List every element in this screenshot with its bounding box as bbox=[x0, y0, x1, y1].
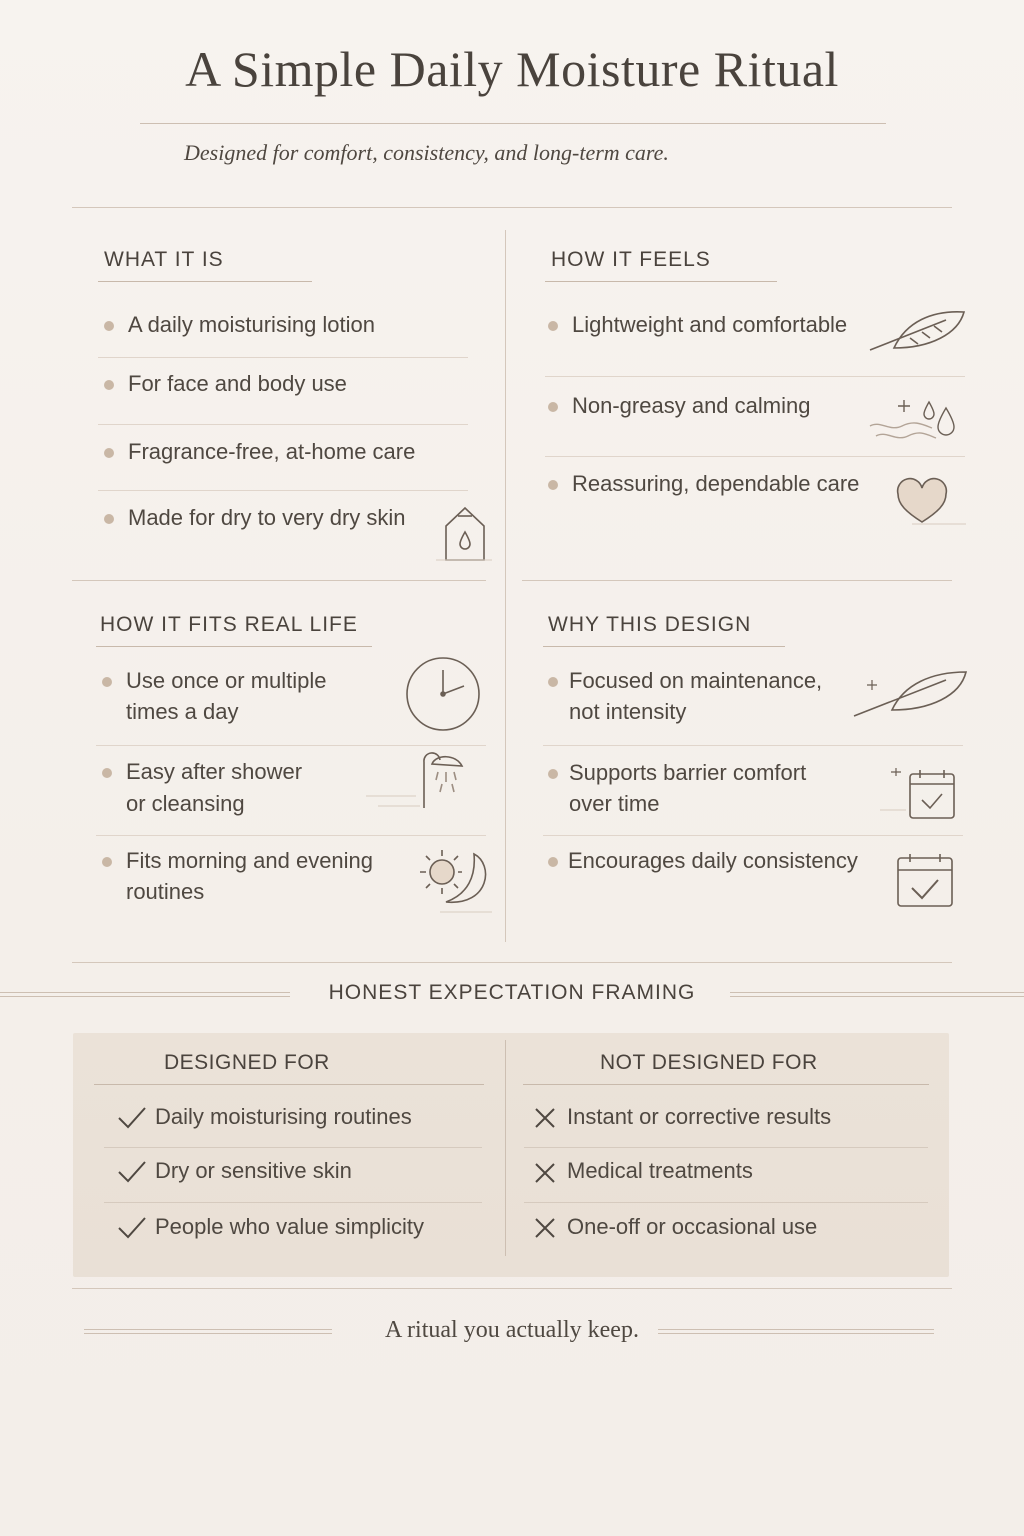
why-item-1-line-2: not intensity bbox=[569, 699, 687, 724]
row-divider bbox=[543, 835, 963, 836]
checkmark-icon bbox=[117, 1216, 147, 1245]
page-title: A Simple Daily Moisture Ritual bbox=[185, 41, 839, 97]
footer-rule-right bbox=[658, 1329, 934, 1334]
cross-icon bbox=[534, 1107, 556, 1134]
row-divider bbox=[524, 1202, 928, 1203]
designed-for-heading-underline bbox=[94, 1084, 484, 1085]
how-it-feels-heading: HOW IT FEELS bbox=[551, 248, 711, 271]
section-divider bbox=[522, 580, 952, 581]
panel-divider bbox=[505, 1040, 506, 1256]
designed-for-item-3: People who value simplicity bbox=[155, 1214, 425, 1239]
feather-icon bbox=[866, 304, 968, 354]
bullet bbox=[548, 321, 558, 331]
how-it-feels-item-1: Lightweight and comfortable bbox=[572, 312, 848, 337]
bullet bbox=[104, 321, 114, 331]
bullet bbox=[104, 514, 114, 524]
bullet bbox=[548, 857, 558, 867]
bullet bbox=[548, 769, 558, 779]
row-divider bbox=[98, 357, 468, 358]
feather-icon bbox=[852, 664, 970, 720]
row-divider bbox=[96, 835, 486, 836]
bullet bbox=[548, 480, 558, 490]
not-designed-for-heading-underline bbox=[523, 1084, 929, 1085]
not-designed-for-item-3: One-off or occasional use bbox=[567, 1214, 818, 1239]
shower-icon bbox=[366, 750, 478, 812]
fits-real-life-heading: HOW IT FITS REAL LIFE bbox=[100, 613, 358, 636]
cross-icon bbox=[534, 1162, 556, 1189]
fits-item-3-line-2: routines bbox=[126, 879, 205, 904]
row-divider bbox=[104, 1202, 482, 1203]
checkmark-icon bbox=[117, 1106, 147, 1135]
row-divider bbox=[524, 1147, 928, 1148]
not-designed-for-item-1: Instant or corrective results bbox=[567, 1104, 832, 1129]
title-divider bbox=[140, 123, 886, 124]
designed-for-item-1: Daily moisturising routines bbox=[155, 1104, 412, 1129]
page-subtitle: Designed for comfort, consistency, and long-term care. bbox=[184, 140, 669, 165]
cross-icon bbox=[534, 1217, 556, 1244]
bullet bbox=[548, 677, 558, 687]
how-it-feels-item-2: Non-greasy and calming bbox=[572, 393, 811, 418]
row-divider bbox=[104, 1147, 482, 1148]
heart-icon bbox=[892, 476, 968, 526]
fits-item-2-line-2: or cleansing bbox=[126, 791, 245, 816]
row-divider bbox=[545, 456, 965, 457]
row-divider bbox=[98, 424, 468, 425]
row-divider bbox=[98, 490, 468, 491]
checkmark-icon bbox=[117, 1160, 147, 1189]
calendar-check-icon bbox=[890, 850, 962, 914]
fits-item-2-line-1: Easy after shower bbox=[126, 759, 303, 784]
what-it-is-heading: WHAT IT IS bbox=[104, 248, 224, 271]
footer-tagline: A ritual you actually keep. bbox=[385, 1317, 639, 1343]
not-designed-for-heading: NOT DESIGNED FOR bbox=[600, 1051, 818, 1074]
honest-top-divider bbox=[72, 962, 952, 963]
bullet bbox=[548, 402, 558, 412]
why-this-design-heading: WHY THIS DESIGN bbox=[548, 613, 752, 636]
why-item-2-line-1: Supports barrier comfort bbox=[569, 760, 807, 785]
bullet bbox=[102, 768, 112, 778]
fits-real-life-heading-underline bbox=[96, 646, 372, 647]
center-divider bbox=[505, 230, 506, 942]
calendar-check-icon bbox=[880, 762, 962, 822]
not-designed-for-item-2: Medical treatments bbox=[567, 1158, 753, 1183]
honest-expectation-heading: HONEST EXPECTATION FRAMING bbox=[328, 981, 696, 1004]
designed-for-item-2: Dry or sensitive skin bbox=[155, 1158, 352, 1183]
what-it-is-item-4: Made for dry to very dry skin bbox=[128, 505, 406, 530]
footer-top-divider bbox=[72, 1288, 952, 1289]
how-it-feels-heading-underline bbox=[545, 281, 777, 282]
why-this-design-heading-underline bbox=[543, 646, 785, 647]
fits-item-1-line-1: Use once or multiple bbox=[126, 668, 327, 693]
row-divider bbox=[545, 376, 965, 377]
fits-item-3-line-1: Fits morning and evening bbox=[126, 848, 374, 873]
why-item-3-line-1: Encourages daily consistency bbox=[568, 848, 858, 873]
what-it-is-heading-underline bbox=[98, 281, 312, 282]
why-item-1-line-1: Focused on maintenance, bbox=[569, 668, 823, 693]
what-it-is-item-2: For face and body use bbox=[128, 371, 347, 396]
bullet bbox=[102, 677, 112, 687]
designed-for-heading: DESIGNED FOR bbox=[164, 1051, 330, 1074]
row-divider bbox=[543, 745, 963, 746]
what-it-is-item-1: A daily moisturising lotion bbox=[128, 312, 376, 337]
row-divider bbox=[96, 745, 486, 746]
bullet bbox=[104, 448, 114, 458]
bullet bbox=[102, 857, 112, 867]
why-item-2-line-2: over time bbox=[569, 791, 660, 816]
sun-moon-icon bbox=[410, 842, 496, 916]
section-divider bbox=[72, 580, 486, 581]
bullet bbox=[104, 380, 114, 390]
honest-rule-right bbox=[730, 992, 1024, 997]
water-drops-icon bbox=[866, 396, 962, 446]
fits-item-1-line-2: times a day bbox=[126, 699, 239, 724]
top-divider bbox=[72, 207, 952, 208]
clock-icon bbox=[402, 656, 488, 736]
what-it-is-item-3: Fragrance-free, at-home care bbox=[128, 439, 416, 464]
lotion-bottle-icon bbox=[436, 498, 496, 564]
how-it-feels-item-3: Reassuring, dependable care bbox=[572, 471, 860, 496]
